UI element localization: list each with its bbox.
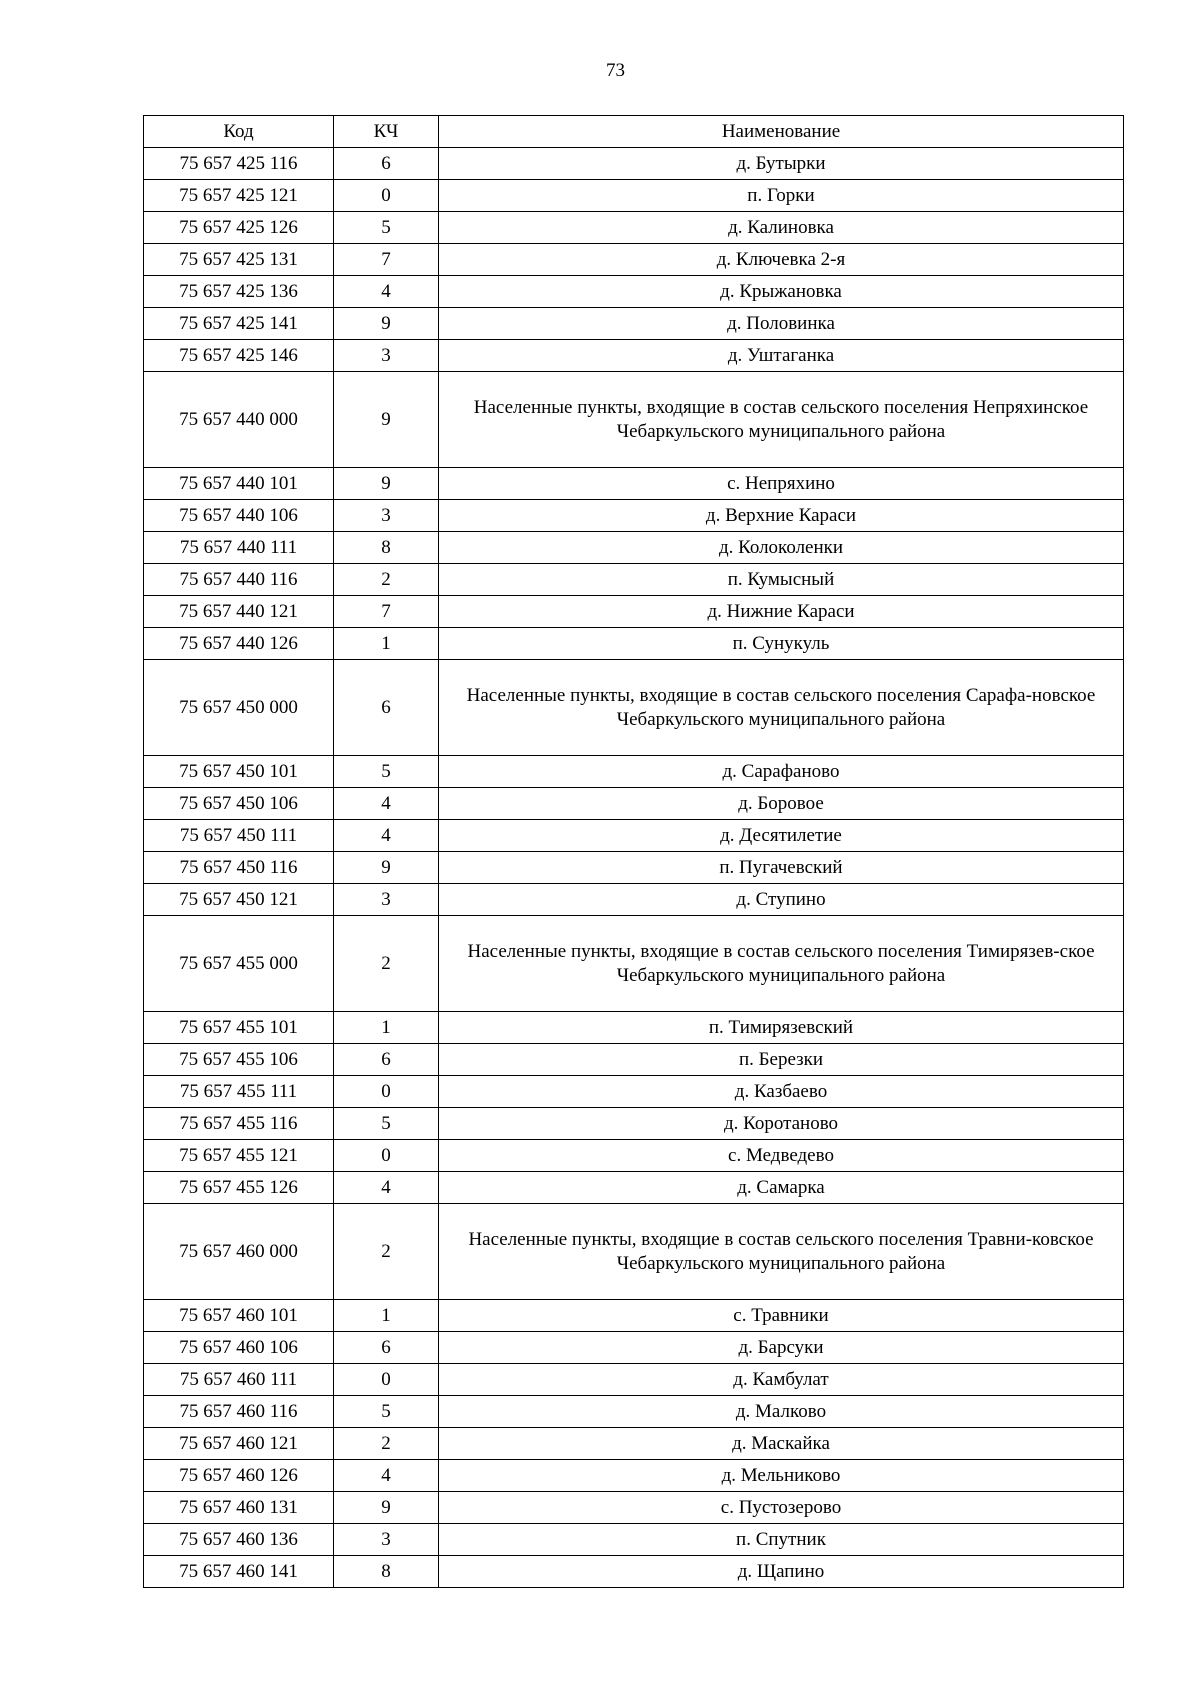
cell-kch: 0 [334,1364,439,1396]
table-row [144,532,1124,564]
cell-code: 75 657 455 116 [144,1108,334,1140]
cell-code: 75 657 460 116 [144,1396,334,1428]
table-row [144,244,1124,276]
cell-code: 75 657 440 106 [144,500,334,532]
cell-name: Населенные пункты, входящие в состав сельского поселения Тимирязев-ское Чебаркульского муниципального района [439,916,1124,1012]
cell-code: 75 657 455 111 [144,1076,334,1108]
cell-kch: 4 [334,1172,439,1204]
cell-name: п. Спутник [439,1524,1124,1556]
cell-name: д. Десятилетие [439,820,1124,852]
cell-kch: 6 [334,1044,439,1076]
cell-name: п. Тимирязевский [439,1012,1124,1044]
table-row [144,180,1124,212]
cell-name: д. Щапино [439,1556,1124,1588]
table-row [144,308,1124,340]
table-row [144,212,1124,244]
cell-kch: 4 [334,820,439,852]
cell-code: 75 657 450 106 [144,788,334,820]
table-row [144,1428,1124,1460]
table-row [144,1460,1124,1492]
cell-code: 75 657 440 116 [144,564,334,596]
table-row [144,340,1124,372]
cell-kch: 4 [334,1460,439,1492]
cell-kch: 6 [334,660,439,756]
table-row [144,1492,1124,1524]
cell-name: д. Сарафаново [439,756,1124,788]
cell-name: д. Половинка [439,308,1124,340]
group-header-row [144,660,1124,756]
cell-code: 75 657 460 000 [144,1204,334,1300]
cell-name: д. Коротаново [439,1108,1124,1140]
cell-kch: 2 [334,1428,439,1460]
table-row [144,468,1124,500]
table-row [144,1076,1124,1108]
cell-code: 75 657 425 121 [144,180,334,212]
cell-name: п. Горки [439,180,1124,212]
cell-code: 75 657 425 131 [144,244,334,276]
cell-name: д. Калиновка [439,212,1124,244]
cell-name: Населенные пункты, входящие в состав сельского поселения Непряхинское Чебаркульского муниципального района [439,372,1124,468]
cell-name: п. Березки [439,1044,1124,1076]
cell-code: 75 657 455 126 [144,1172,334,1204]
cell-code: 75 657 440 111 [144,532,334,564]
cell-name: с. Пустозерово [439,1492,1124,1524]
cell-name: д. Малково [439,1396,1124,1428]
table-row [144,1044,1124,1076]
table-row [144,628,1124,660]
cell-code: 75 657 425 136 [144,276,334,308]
table-row [144,756,1124,788]
cell-kch: 5 [334,1108,439,1140]
cell-kch: 3 [334,1524,439,1556]
table-row [144,1172,1124,1204]
cell-name: д. Нижние Караси [439,596,1124,628]
cell-kch: 1 [334,1012,439,1044]
header-kch: КЧ [334,116,439,148]
cell-kch: 7 [334,596,439,628]
cell-code: 75 657 460 101 [144,1300,334,1332]
cell-kch: 6 [334,148,439,180]
cell-code: 75 657 460 136 [144,1524,334,1556]
cell-code: 75 657 460 126 [144,1460,334,1492]
cell-kch: 5 [334,212,439,244]
table-row [144,1396,1124,1428]
table-row [144,1300,1124,1332]
cell-kch: 4 [334,276,439,308]
cell-kch: 9 [334,468,439,500]
table-row [144,500,1124,532]
cell-code: 75 657 460 131 [144,1492,334,1524]
header-name: Наименование [439,116,1124,148]
table-row [144,564,1124,596]
group-header-row [144,916,1124,1012]
cell-kch: 1 [334,628,439,660]
cell-name: д. Барсуки [439,1332,1124,1364]
cell-kch: 3 [334,884,439,916]
table-row [144,1332,1124,1364]
cell-name: Населенные пункты, входящие в состав сельского поселения Травни-ковское Чебаркульского муниципального района [439,1204,1124,1300]
cell-name: д. Мельниково [439,1460,1124,1492]
table-row [144,276,1124,308]
cell-name: д. Верхние Караси [439,500,1124,532]
cell-kch: 9 [334,372,439,468]
cell-code: 75 657 450 116 [144,852,334,884]
cell-kch: 9 [334,852,439,884]
cell-name: с. Медведево [439,1140,1124,1172]
header-code: Код [144,116,334,148]
cell-name: д. Казбаево [439,1076,1124,1108]
cell-kch: 5 [334,756,439,788]
cell-code: 75 657 425 141 [144,308,334,340]
table-row [144,1556,1124,1588]
table-row [144,1140,1124,1172]
table-row [144,1012,1124,1044]
cell-code: 75 657 425 116 [144,148,334,180]
cell-code: 75 657 455 000 [144,916,334,1012]
cell-kch: 9 [334,1492,439,1524]
okato-table [143,115,1124,1588]
table-row [144,1364,1124,1396]
table-row [144,596,1124,628]
page-number: 73 [606,60,625,81]
cell-name: п. Кумысный [439,564,1124,596]
cell-code: 75 657 425 146 [144,340,334,372]
table-body [144,148,1124,1588]
cell-code: 75 657 455 106 [144,1044,334,1076]
cell-name: с. Непряхино [439,468,1124,500]
cell-kch: 1 [334,1300,439,1332]
cell-kch: 7 [334,244,439,276]
cell-kch: 3 [334,500,439,532]
cell-kch: 6 [334,1332,439,1364]
cell-kch: 0 [334,180,439,212]
cell-code: 75 657 450 101 [144,756,334,788]
cell-code: 75 657 460 141 [144,1556,334,1588]
cell-kch: 0 [334,1076,439,1108]
table-row [144,1524,1124,1556]
cell-kch: 2 [334,1204,439,1300]
cell-name: д. Уштаганка [439,340,1124,372]
table-row [144,148,1124,180]
cell-code: 75 657 450 121 [144,884,334,916]
cell-name: п. Пугачевский [439,852,1124,884]
cell-name: д. Бутырки [439,148,1124,180]
cell-kch: 2 [334,916,439,1012]
cell-code: 75 657 450 111 [144,820,334,852]
cell-name: п. Сунукуль [439,628,1124,660]
cell-code: 75 657 460 121 [144,1428,334,1460]
cell-kch: 4 [334,788,439,820]
table-header-row [144,116,1124,148]
table-row [144,852,1124,884]
cell-name: д. Самарка [439,1172,1124,1204]
cell-kch: 8 [334,532,439,564]
cell-code: 75 657 455 121 [144,1140,334,1172]
group-header-row [144,1204,1124,1300]
cell-name: д. Ступино [439,884,1124,916]
cell-code: 75 657 440 126 [144,628,334,660]
table-row [144,1108,1124,1140]
cell-code: 75 657 450 000 [144,660,334,756]
cell-name: д. Ключевка 2-я [439,244,1124,276]
cell-kch: 0 [334,1140,439,1172]
table-row [144,820,1124,852]
table-row [144,884,1124,916]
cell-code: 75 657 455 101 [144,1012,334,1044]
cell-name: д. Маскайка [439,1428,1124,1460]
group-header-row [144,372,1124,468]
cell-code: 75 657 440 000 [144,372,334,468]
cell-name: д. Крыжановка [439,276,1124,308]
table-row [144,788,1124,820]
cell-kch: 3 [334,340,439,372]
cell-code: 75 657 425 126 [144,212,334,244]
cell-code: 75 657 440 121 [144,596,334,628]
cell-name: д. Боровое [439,788,1124,820]
cell-kch: 9 [334,308,439,340]
cell-name: с. Травники [439,1300,1124,1332]
cell-name: Населенные пункты, входящие в состав сельского поселения Сарафа-новское Чебаркульского муниципального района [439,660,1124,756]
cell-kch: 8 [334,1556,439,1588]
cell-kch: 2 [334,564,439,596]
cell-kch: 5 [334,1396,439,1428]
cell-name: д. Камбулат [439,1364,1124,1396]
cell-name: д. Колоколенки [439,532,1124,564]
cell-code: 75 657 460 111 [144,1364,334,1396]
cell-code: 75 657 460 106 [144,1332,334,1364]
cell-code: 75 657 440 101 [144,468,334,500]
